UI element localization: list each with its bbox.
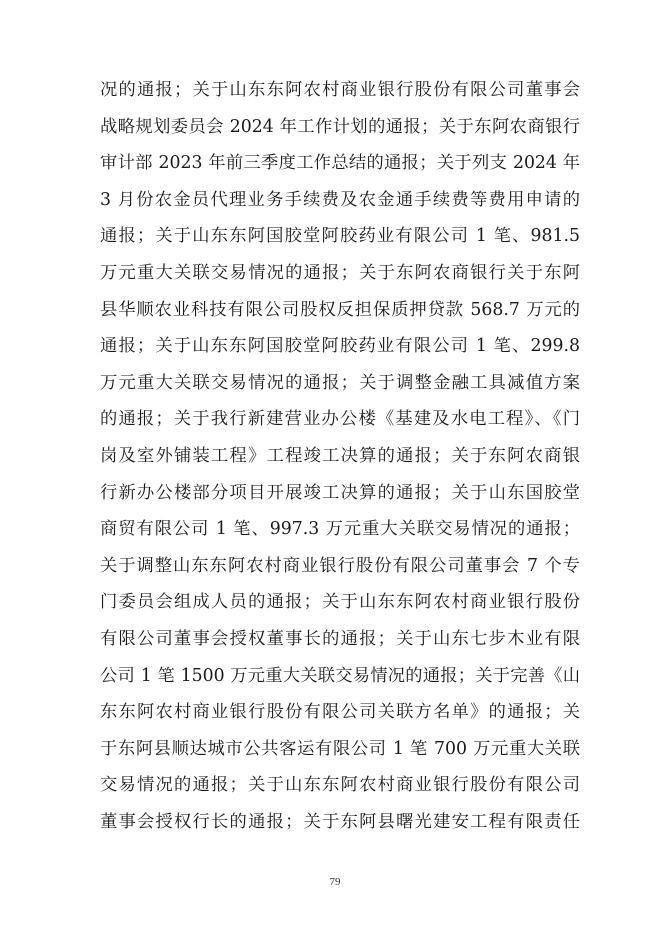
text-line: 3 月份农金员代理业务手续费及农金通手续费等费用申请的: [100, 189, 580, 210]
text-line: 通报；关于山东东阿国胶堂阿胶药业有限公司 1 笔、299.8: [100, 336, 580, 357]
text-line: 董事会授权行长的通报；关于东阿县曙光建安工程有限责任: [100, 811, 580, 832]
text-line: 东东阿农村商业银行股份有限公司关联方名单》的通报；关: [100, 702, 580, 723]
body-text: [100, 72, 580, 840]
text-line: 交易情况的通报；关于山东东阿农村商业银行股份有限公司: [100, 775, 580, 796]
text-line: 的通报；关于我行新建营业办公楼《基建及水电工程》、《门: [100, 409, 580, 430]
text-line: 岗及室外铺装工程》工程竣工决算的通报；关于东阿农商银: [100, 445, 580, 466]
text-line: 有限公司董事会授权董事长的通报；关于山东七步木业有限: [100, 628, 580, 649]
text-line: 公司 1 笔 1500 万元重大关联交易情况的通报；关于完善《山: [100, 665, 580, 686]
text-line: 况的通报；关于山东东阿农村商业银行股份有限公司董事会: [100, 80, 580, 100]
text-line: 县华顺农业科技有限公司股权反担保质押贷款 568.7 万元的: [100, 299, 580, 320]
text-line: 万元重大关联交易情况的通报；关于东阿农商银行关于东阿: [100, 262, 580, 283]
page-number: 79: [329, 876, 341, 888]
text-line: 商贸有限公司 1 笔、997.3 万元重大关联交易情况的通报；: [100, 519, 580, 540]
text-line: 战略规划委员会 2024 年工作计划的通报；关于东阿农商银行: [100, 116, 580, 137]
text-line: 审计部 2023 年前三季度工作总结的通报；关于列支 2024 年: [100, 153, 580, 174]
text-line: 门委员会组成人员的通报；关于山东东阿农村商业银行股份: [100, 592, 580, 613]
text-line: 于东阿县顺达城市公共客运有限公司 1 笔 700 万元重大关联: [100, 738, 580, 759]
text-line: 万元重大关联交易情况的通报；关于调整金融工具减值方案: [100, 372, 580, 393]
text-line: 通报；关于山东东阿国胶堂阿胶药业有限公司 1 笔、981.5: [100, 226, 580, 247]
text-line: 关于调整山东东阿农村商业银行股份有限公司董事会 7 个专: [100, 555, 580, 576]
text-line: 行新办公楼部分项目开展竣工决算的通报；关于山东国胶堂: [100, 482, 580, 503]
